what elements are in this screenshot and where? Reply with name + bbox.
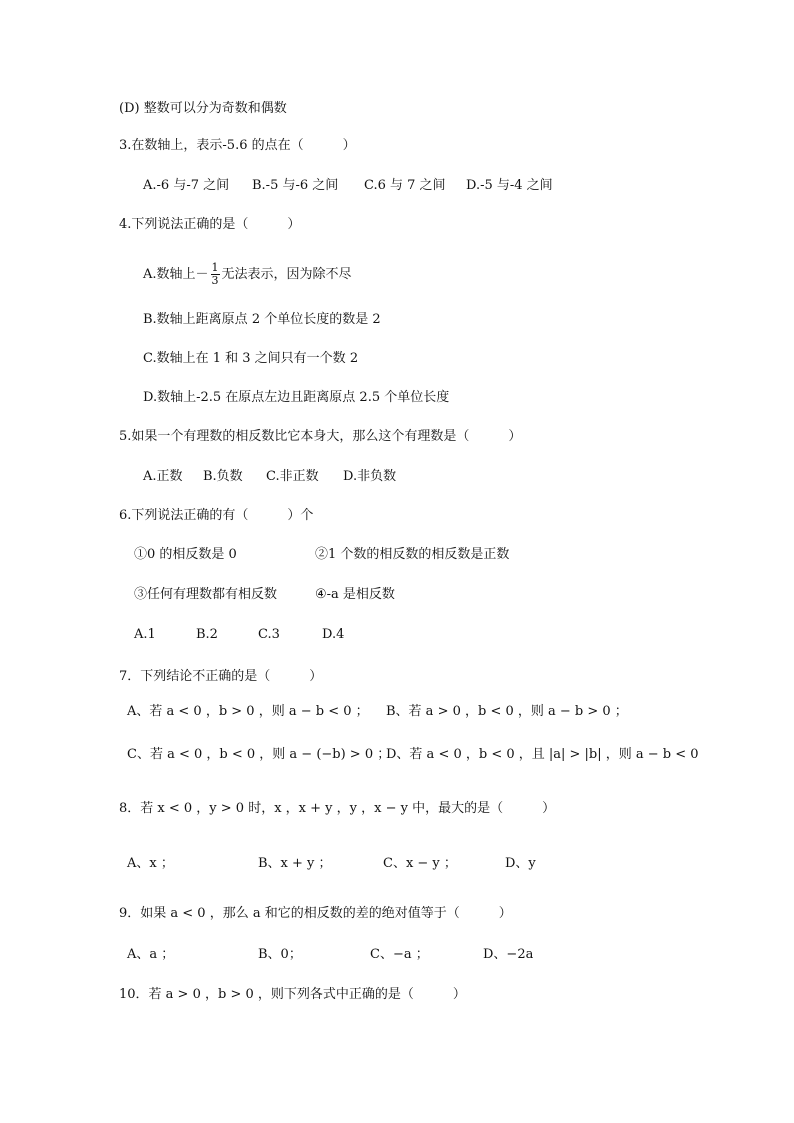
- fraction: [211, 262, 220, 287]
- fraction-numerator: 1: [211, 261, 219, 274]
- question-10: 10．若 a > 0 ，b > 0 ，则下列各式中正确的是（ ）: [119, 987, 466, 1002]
- q3-option-a: A.-6 与-7 之间: [143, 178, 230, 193]
- question-4: 4.下列说法正确的是（ ）: [119, 217, 301, 232]
- q8-option-d: D、y: [505, 856, 536, 871]
- question-6: 6.下列说法正确的有（ ）个: [119, 508, 314, 523]
- q8-option-b: B、x + y ；: [258, 856, 332, 871]
- q6-option-c: C.3: [258, 627, 280, 642]
- q3-option-b: B.-5 与-6 之间: [252, 178, 339, 193]
- q8-option-c: C、x − y ；: [383, 856, 457, 871]
- q7-option-b: B、若 a > 0 ，b < 0 ，则 a − b > 0 ；: [386, 704, 628, 719]
- q6-option-b: B.2: [196, 627, 218, 642]
- question-7: 7．下列结论不正确的是（ ）: [119, 669, 323, 684]
- q3-option-d: D.-5 与-4 之间: [466, 178, 553, 193]
- q6-statement-3: ③任何有理数都有相反数: [134, 587, 278, 602]
- q7-option-a: A、若 a < 0 ，b > 0 ，则 a − b < 0 ；: [127, 704, 369, 719]
- q6-statement-4: ④-a 是相反数: [315, 587, 395, 602]
- q7-option-c: C、若 a < 0 ，b < 0 ，则 a − (−b) > 0 ；: [127, 747, 391, 762]
- q4-option-a-suffix: 无法表示，因为除不尽: [221, 267, 352, 282]
- q5-option-d: D.非负数: [343, 469, 397, 484]
- question-5: 5.如果一个有理数的相反数比它本身大，那么这个有理数是（ ）: [119, 429, 522, 444]
- q5-option-a: A.正数: [143, 469, 183, 484]
- q3-option-c: C.6 与 7 之间: [364, 178, 446, 193]
- q4-option-b: B.数轴上距离原点 2 个单位长度的数是 2: [143, 312, 381, 327]
- q4-option-d: D.数轴上-2.5 在原点左边且距离原点 2.5 个单位长度: [143, 390, 450, 405]
- q8-option-a: A、x ；: [127, 856, 174, 871]
- q4-option-a: [143, 262, 352, 287]
- option-d-integers: (D) 整数可以分为奇数和偶数: [119, 101, 287, 116]
- q6-option-a: A.1: [134, 627, 156, 642]
- q6-statement-2: ②1 个数的相反数的相反数是正数: [315, 547, 510, 562]
- q4-option-c: C.数轴上在 1 和 3 之间只有一个数 2: [143, 351, 359, 366]
- q9-option-c: C、−a ；: [370, 947, 429, 962]
- q7-option-d: D、若 a < 0 ，b < 0 ，且 |a| > |b| ，则 a − b < 0: [386, 747, 699, 762]
- q5-option-b: B.负数: [203, 469, 243, 484]
- question-9: 9．如果 a < 0 ，那么 a 和它的相反数的差的绝对值等于（ ）: [119, 906, 512, 921]
- q5-option-c: C.非正数: [266, 469, 319, 484]
- q9-option-d: D、−2a: [483, 947, 534, 962]
- question-3: 3.在数轴上，表示-5.6 的点在（ ）: [119, 138, 356, 153]
- q4-option-a-prefix: A.数轴上－: [143, 267, 209, 282]
- q9-option-b: B、0；: [258, 947, 302, 962]
- q9-option-a: A、a ；: [127, 947, 175, 962]
- question-8: 8．若 x < 0 ，y > 0 时，x ，x + y ，y ，x − y 中，最大的是（ ）: [119, 801, 556, 816]
- q6-statement-1: ①0 的相反数是 0: [134, 547, 237, 562]
- fraction-denominator: 3: [211, 274, 219, 287]
- q6-option-d: D.4: [322, 627, 345, 642]
